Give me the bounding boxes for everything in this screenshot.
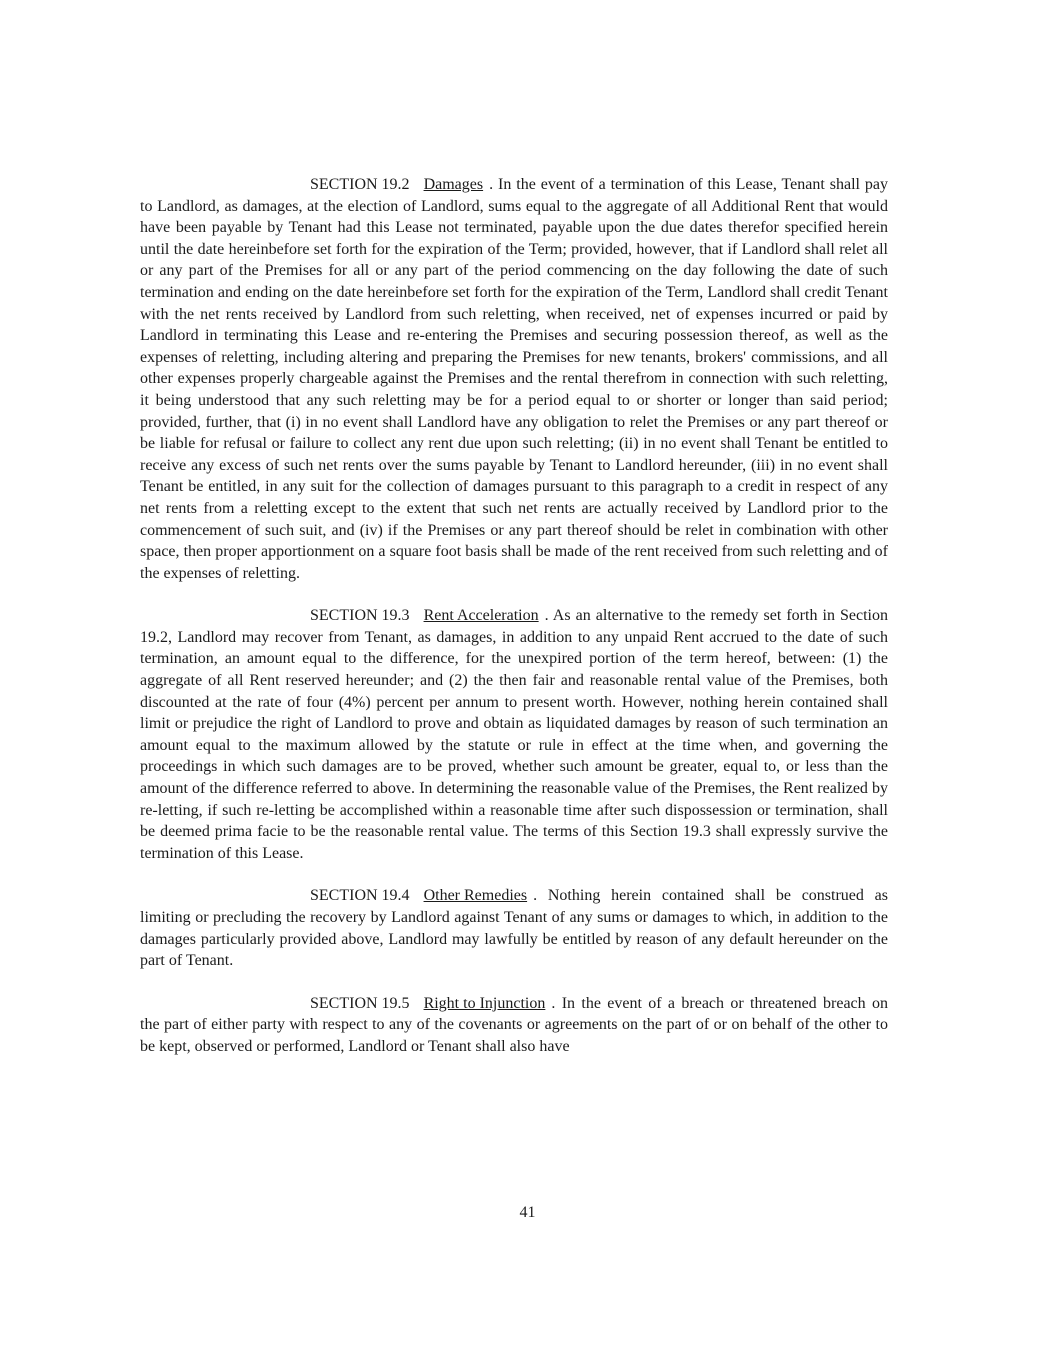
section-heading <box>310 885 527 907</box>
section-19-3 <box>140 605 888 864</box>
page-number: 41 <box>519 1204 536 1221</box>
section-body: . As an alternative to the remedy set forth in Section 19.2, Landlord may recover from Tenant, as damages, in addition to any unpaid Rent accrued to the date of such termination, an amount equal to the difference, for the unexpired portion of the term hereof, between: (1) the aggregate of all Rent reserved hereunder; and (2) the then fair and reasonable rental value of the Premises, both discounted at the rate of four (4%) percent per annum to present worth. However, nothing herein contained shall limit or prejudice the right of Landlord to prove and obtain as liquidated damages by reason of such termination an amount equal to the maximum allowed by the statute or rule in effect at the time when, and governing the proceedings in which such damages are to be proved, whether such amount be greater, equal to, or less than the amount of the difference referred to above. In determining the reasonable value of the Premises, the Rent realized by re-letting, if such re-letting be accomplished within a reasonable time after such dispossession or termination, shall be deemed prima facie to be the reasonable rental value. The terms of this Section 19.3 shall expressly survive the termination of this Lease. <box>140 607 888 862</box>
section-title: Damages <box>423 176 484 193</box>
section-19-5 <box>140 993 888 1058</box>
section-body: . In the event of a termination of this Lease, Tenant shall pay to Landlord, as damages, at the election of Landlord, sums equal to the aggregate of all Additional Rent that would have been payable by Tenant had this Lease not terminated, payable upon the due dates therefor specified herein until the date hereinbefore set forth for the expiration of the Term; provided, however, that if Landlord shall relet all or any part of the Premises for all or any part of the period commencing on the day following the date of such termination and ending on the date hereinbefore set forth for the expiration of the Term, Landlord shall credit Tenant with the net rents received by Landlord from such reletting, when received, net of expenses incurred or paid by Landlord in terminating this Lease and re-entering the Premises and securing possession thereof, as well as the expenses of reletting, including altering and preparing the Premises for new tenants, brokers' commissions, and all other expenses properly chargeable against the Premises and the rental therefrom in connection with such reletting, it being understood that any such reletting may be for a period equal to or shorter or longer than said period; provided, further, that (i) in no event shall Landlord have any obligation to relet the Premises or any part thereof or be liable for refusal or failure to collect any rent due upon such reletting; (ii) in no event shall Tenant be entitled to receive any excess of such net rents over the sums payable by Tenant to Landlord hereunder, (iii) in no event shall Tenant be entitled, in any suit for the collection of damages pursuant to this paragraph to a credit in respect of any net rents from a reletting except to the extent that such net rents are actually received by Landlord prior to the commencement of such suit, and (iv) if the Premises or any part thereof should be relet in combination with other space, then proper apportionment on a square foot basis shall be made of the rent received from such reletting and of the expenses of reletting. <box>140 176 888 582</box>
section-heading <box>310 174 483 196</box>
section-body: . Nothing herein contained shall be construed as limiting or precluding the recovery by Landlord against Tenant of any sums or damages to which, in addition to the damages particularly provided above, Landlord may lawfully be entitled by reason of any default hereunder on the part of Tenant. <box>140 887 888 970</box>
document-page <box>140 174 888 1076</box>
section-title: Rent Acceleration <box>423 607 539 625</box>
section-body: . In the event of a breach or threatened breach on the part of either party with respect to any of the covenants or agreements on the part of or on behalf of the other to be kept, observed or performed, Landlord or Tenant shall also have <box>140 994 888 1055</box>
section-number: SECTION 19.3 <box>310 607 410 625</box>
section-number: SECTION 19.5 <box>310 994 410 1012</box>
section-number: SECTION 19.2 <box>310 176 410 193</box>
section-19-4 <box>140 885 888 971</box>
section-title: Other Remedies <box>423 887 528 905</box>
section-heading <box>310 993 545 1015</box>
section-title: Right to Injunction <box>423 994 546 1012</box>
section-heading <box>310 605 539 627</box>
section-number: SECTION 19.4 <box>310 887 410 905</box>
section-19-2 <box>140 174 888 584</box>
